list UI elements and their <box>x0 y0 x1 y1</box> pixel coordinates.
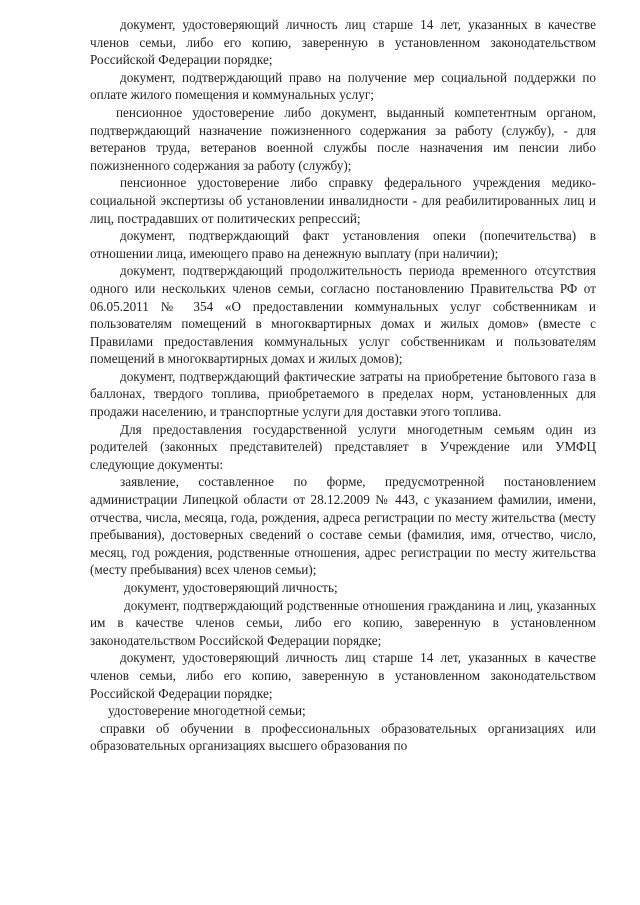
paragraph-4: пенсионное удостоверение либо справку федерального учреждения медико-социальной экспертизы об установлении инвалидности - для реабилитированных лиц и лиц, пострадавших от политических репрессий; <box>90 175 596 226</box>
paragraph-6: документ, подтверждающий продолжительность периода временного отсутствия одного или нескольких членов семьи, согласно постановлению Правительства РФ от 06.05.2011 № 354 «О предоставлении коммунальных услуг собственникам и пользователям помещений в многоквартирных домах и жилых домов» (вместе с Правилами предоставления коммунальных услуг собственникам и пользователям помещений в многоквартирных домах и жилых домов); <box>90 263 596 367</box>
paragraph-3: пенсионное удостоверение либо документ, выданный компетентным органом, подтверждающий назначение пожизненного содержания за работу (службу), - для ветеранов труда, ветеранов военной службы после назначения им пенсии либо пожизненного содержания за работу (службу); <box>90 104 596 173</box>
paragraph-14: справки об обучении в профессиональных образовательных организациях или образовательных организациях высшего образования по <box>90 720 596 754</box>
paragraph-12: документ, удостоверяющий личность лиц старше 14 лет, указанных в качестве членов семьи, либо его копию, заверенную в установленном законодательством Российской Федерации порядке; <box>90 650 596 701</box>
paragraph-10: документ, удостоверяющий личность; <box>124 580 338 595</box>
paragraph-1: документ, удостоверяющий личность лиц старше 14 лет, указанных в качестве членов семьи, либо его копию, заверенную в установленном законодательством Российской Федерации порядке; <box>90 17 596 68</box>
paragraph-8: Для предоставления государственной услуги многодетным семьям один из родителей (законных представителей) представляет в Учреждение или УМФЦ следующие документы: <box>90 421 596 472</box>
document-page <box>90 16 596 755</box>
paragraph-7: документ, подтверждающий фактические затраты на приобретение бытового газа в баллонах, твердого топлива, приобретаемого в пределах норм, установленных для продажи населению, и транспортные услуги для доставки этого топлива. <box>90 368 596 420</box>
paragraph-13: удостоверение многодетной семьи; <box>108 703 306 719</box>
paragraph-11: документ, подтверждающий родственные отношения гражданина и лиц, указанных им в качестве членов семьи, либо его копию, заверенную в установленном законодательством Российской Федерации порядке; <box>90 597 596 648</box>
paragraph-9: заявление, составленное по форме, предусмотренной постановлением администрации Липецкой области от 28.12.2009 № 443, с указанием фамилии, имени, отчества, числа, месяца, года, рождения, адреса регистрации по месту жительства (месту пребывания), достоверных сведений о составе семьи (фамилия, имя, отчество, число, месяц, год рождения, родственные отношения, адрес регистрации по месту жительства (месту пребывания) всех членов семьи); <box>90 474 596 578</box>
paragraph-2: документ, подтверждающий право на получение мер социальной поддержки по оплате жилого помещения и коммунальных услуг; <box>90 69 596 103</box>
paragraph-5: документ, подтверждающий факт установления опеки (попечительства) в отношении лица, имеющего право на денежную выплату (при наличии); <box>90 228 596 261</box>
